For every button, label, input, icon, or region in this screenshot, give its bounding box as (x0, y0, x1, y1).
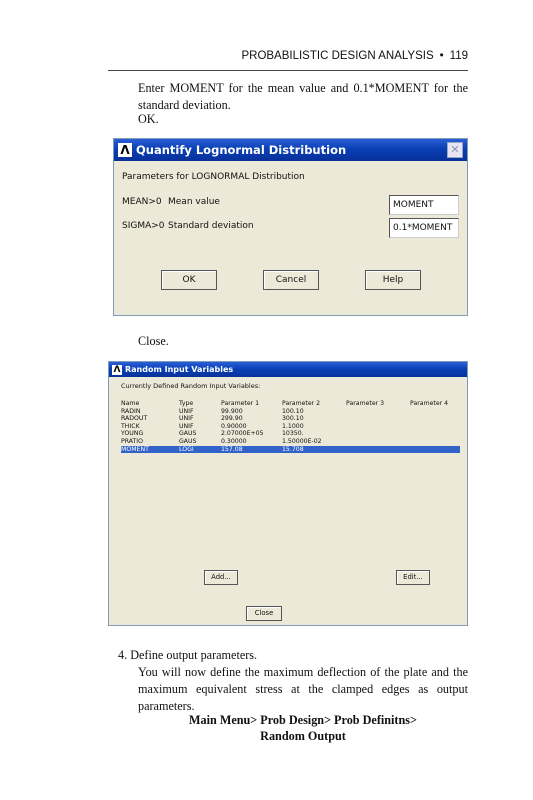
dialog-titlebar[interactable] (109, 362, 467, 377)
menu-path-line2: Random Output (260, 729, 346, 743)
variables-table (121, 400, 460, 453)
ok-instruction: OK. (138, 112, 159, 126)
running-header (108, 50, 468, 66)
cell-param3 (346, 408, 410, 416)
mean-value-input[interactable]: MOMENT (389, 195, 459, 215)
dialog-title: Random Input Variables (125, 365, 234, 374)
step-number: 4. (118, 648, 128, 662)
cell-type: UNIF (179, 422, 194, 430)
mean-param-label: MEAN>0 (122, 197, 162, 207)
cell-param2: 15.708 (282, 446, 346, 454)
column-header: Parameter 1 (221, 400, 260, 407)
table-header-row (121, 400, 460, 408)
cell-param2: 10350. (282, 430, 304, 438)
cell-param4 (410, 438, 460, 446)
table-row[interactable] (121, 438, 460, 446)
cell-param2: 100.10 (282, 407, 304, 415)
cell-param3 (346, 446, 410, 454)
cell-param1: 157.08 (221, 446, 282, 454)
step4-heading (118, 648, 257, 663)
cell-name: RADOUT (121, 415, 148, 423)
cell-param4 (410, 408, 460, 416)
cell-name: YOUNG (121, 430, 144, 438)
cell-param1: 2.07000E+05 (221, 430, 264, 438)
dialog-title: Quantify Lognormal Distribution (136, 143, 347, 157)
ok-button[interactable]: OK (161, 270, 217, 290)
add-button[interactable]: Add... (204, 570, 238, 585)
column-header: Parameter 3 (346, 400, 385, 407)
edit-button[interactable]: Edit... (396, 570, 430, 585)
menu-path-line1: Main Menu> Prob Design> Prob Definitns> (189, 713, 417, 727)
cell-type: LOGI (179, 446, 221, 454)
cell-param3 (346, 430, 410, 438)
header-title: PROBABILISTIC DESIGN ANALYSIS (241, 50, 434, 62)
step-title: Define output parameters. (130, 648, 258, 662)
table-row[interactable] (121, 415, 460, 423)
cell-type: UNIF (179, 415, 194, 423)
cell-param1: 0.90000 (221, 422, 247, 430)
random-input-variables-dialog (108, 361, 468, 626)
column-header: Name (121, 400, 140, 407)
cell-param1: 299.90 (221, 415, 243, 423)
std-deviation-input[interactable]: 0.1*MOMENT (389, 218, 459, 238)
cell-param1: 0.30000 (221, 437, 247, 445)
cancel-button[interactable]: Cancel (263, 270, 319, 290)
close-button[interactable]: Close (246, 606, 282, 621)
header-rule (108, 70, 468, 71)
cell-param3 (346, 423, 410, 431)
variables-caption: Currently Defined Random Input Variables: (121, 382, 261, 390)
table-row[interactable] (121, 408, 460, 416)
help-button[interactable]: Help (365, 270, 421, 290)
mean-value-label: Mean value (168, 197, 220, 207)
cell-param3 (346, 415, 410, 423)
table-row[interactable] (121, 430, 460, 438)
table-row[interactable] (121, 423, 460, 431)
cell-param4 (410, 415, 460, 423)
cell-param4 (410, 430, 460, 438)
cell-name: MOMENT (121, 446, 179, 454)
table-row-selected[interactable] (121, 446, 460, 454)
cell-param2: 1.1000 (282, 422, 304, 430)
cell-param3 (346, 438, 410, 446)
sigma-param-label: SIGMA>0 (122, 221, 165, 231)
page-number: 119 (449, 50, 468, 62)
intro-paragraph: Enter MOMENT for the mean value and 0.1*MOMENT for the standard deviation. (138, 81, 468, 112)
ansys-logo-icon: Λ (113, 364, 121, 375)
dialog-titlebar[interactable] (114, 139, 467, 161)
header-bullet: • (439, 50, 444, 62)
std-deviation-label: Standard deviation (168, 221, 254, 231)
close-instruction: Close. (138, 334, 169, 348)
column-header: Parameter 4 (410, 400, 449, 407)
close-icon[interactable]: ✕ (447, 142, 463, 158)
step4-paragraph: You will now define the maximum deflection of the plate and the maximum equivalent stress at the clamped edges as output parameters. (138, 665, 468, 713)
cell-type: UNIF (179, 407, 194, 415)
cell-name: PRATIO (121, 437, 144, 445)
cell-param4 (410, 446, 460, 454)
cell-param2: 300.10 (282, 415, 304, 423)
quantify-lognormal-dialog (113, 138, 468, 316)
ansys-logo-icon: Λ (118, 143, 132, 157)
cell-name: RADIN (121, 407, 141, 415)
cell-type: GAUS (179, 437, 197, 445)
column-header: Parameter 2 (282, 400, 321, 407)
cell-name: THICK (121, 422, 140, 430)
cell-param2: 1.50000E-02 (282, 437, 322, 445)
cell-type: GAUS (179, 430, 197, 438)
column-header: Type (179, 400, 194, 407)
cell-param1: 99.900 (221, 407, 243, 415)
cell-param4 (410, 423, 460, 431)
dialog-heading: Parameters for LOGNORMAL Distribution (122, 172, 305, 182)
